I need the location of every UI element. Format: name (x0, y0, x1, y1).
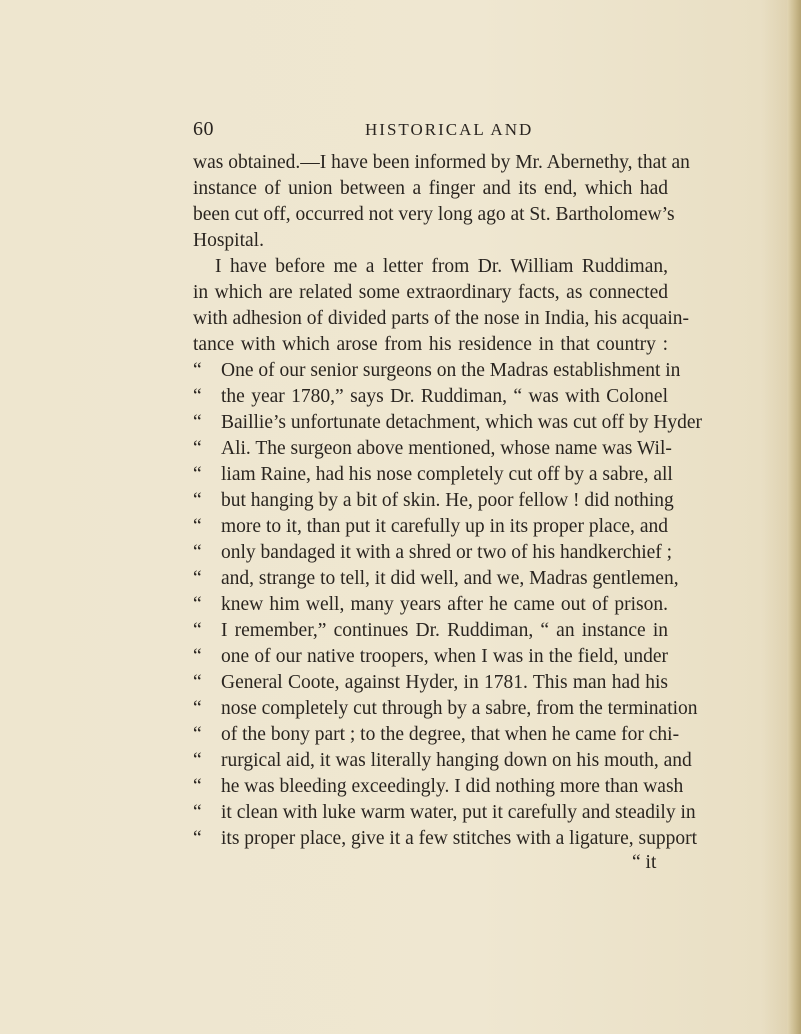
quote-text: I remember,” continues Dr. Ruddiman, “ an instance in (221, 620, 668, 641)
quote-text: Baillie’s unfortunate detachment, which was cut off by Hyder (221, 412, 703, 433)
text-line: instance of union between a finger and its end, which had (193, 178, 668, 199)
quote-line (193, 358, 681, 384)
quote-mark: “ (193, 386, 202, 407)
quote-text: it clean with luke warm water, put it carefully and steadily in (221, 802, 696, 823)
quote-line (193, 696, 698, 722)
quote-line (193, 722, 680, 748)
quote-line (193, 826, 697, 852)
quote-line (193, 592, 668, 618)
page-edge (787, 0, 801, 1034)
quote-text: the year 1780,” says Dr. Ruddiman, “ was with Colonel (221, 386, 668, 407)
quote-text: of the bony part ; to the degree, that when he came for chi- (221, 724, 680, 745)
quote-mark: “ (193, 750, 202, 771)
quote-mark: “ (193, 620, 202, 641)
quote-text: liam Raine, had his nose completely cut off by a sabre, all (221, 464, 673, 485)
text-line: was obtained.—I have been informed by Mr. Abernethy, that an (193, 152, 690, 173)
page-number: 60 (193, 118, 214, 140)
quote-line (193, 566, 679, 592)
quote-line (193, 462, 673, 488)
quote-text: only bandaged it with a shred or two of his handkerchief ; (221, 542, 673, 563)
catchword: “ it (632, 852, 657, 873)
quote-line (193, 410, 703, 436)
quote-text: its proper place, give it a few stitches with a ligature, support (221, 828, 697, 849)
quote-mark: “ (193, 802, 202, 823)
quote-line (193, 670, 668, 696)
quote-mark: “ (193, 542, 202, 563)
quote-line (193, 514, 668, 540)
quote-mark: “ (193, 594, 202, 615)
quote-line (193, 618, 668, 644)
quote-mark: “ (193, 828, 202, 849)
quote-mark: “ (193, 464, 202, 485)
quote-mark: “ (193, 672, 202, 693)
quote-text: knew him well, many years after he came out of prison. (221, 594, 668, 615)
quote-text: more to it, than put it carefully up in its proper place, and (221, 516, 668, 537)
quote-mark: “ (193, 776, 202, 797)
quote-text: General Coote, against Hyder, in 1781. This man had his (221, 672, 668, 693)
quote-mark: “ (193, 490, 202, 511)
quote-line (193, 644, 668, 670)
quote-line (193, 384, 668, 410)
text-line: tance with which arose from his residence in that country : (193, 334, 668, 355)
quote-text: one of our native troopers, when I was in the field, under (221, 646, 668, 667)
page-header (0, 118, 801, 146)
text-line: with adhesion of divided parts of the nose in India, his acquain- (193, 308, 690, 329)
quote-text: and, strange to tell, it did well, and we, Madras gentlemen, (221, 568, 679, 589)
quote-text: Ali. The surgeon above mentioned, whose name was Wil- (221, 438, 672, 459)
quote-line (193, 436, 672, 462)
quote-mark: “ (193, 724, 202, 745)
text-line: in which are related some extraordinary facts, as connected (193, 282, 668, 303)
quote-mark: “ (193, 646, 202, 667)
quote-line (193, 774, 684, 800)
quote-line (193, 800, 696, 826)
quote-text: One of our senior surgeons on the Madras establishment in (221, 360, 681, 381)
quote-line (193, 748, 692, 774)
quote-text: he was bleeding exceedingly. I did nothing more than wash (221, 776, 684, 797)
quote-text: nose completely cut through by a sabre, from the termination (221, 698, 698, 719)
text-line: been cut off, occurred not very long ago at St. Bartholomew’s (193, 204, 675, 225)
quote-line (193, 488, 674, 514)
quote-mark: “ (193, 412, 202, 433)
quote-mark: “ (193, 698, 202, 719)
quote-line (193, 540, 673, 566)
text-line: Hospital. (193, 230, 264, 251)
quote-mark: “ (193, 438, 202, 459)
running-title: HISTORICAL AND (365, 120, 534, 139)
quote-text: but hanging by a bit of skin. He, poor fellow ! did nothing (221, 490, 674, 511)
quote-mark: “ (193, 516, 202, 537)
quote-text: rurgical aid, it was literally hanging down on his mouth, and (221, 750, 692, 771)
quote-mark: “ (193, 568, 202, 589)
quote-mark: “ (193, 360, 202, 381)
text-line: I have before me a letter from Dr. William Ruddiman, (215, 256, 668, 277)
